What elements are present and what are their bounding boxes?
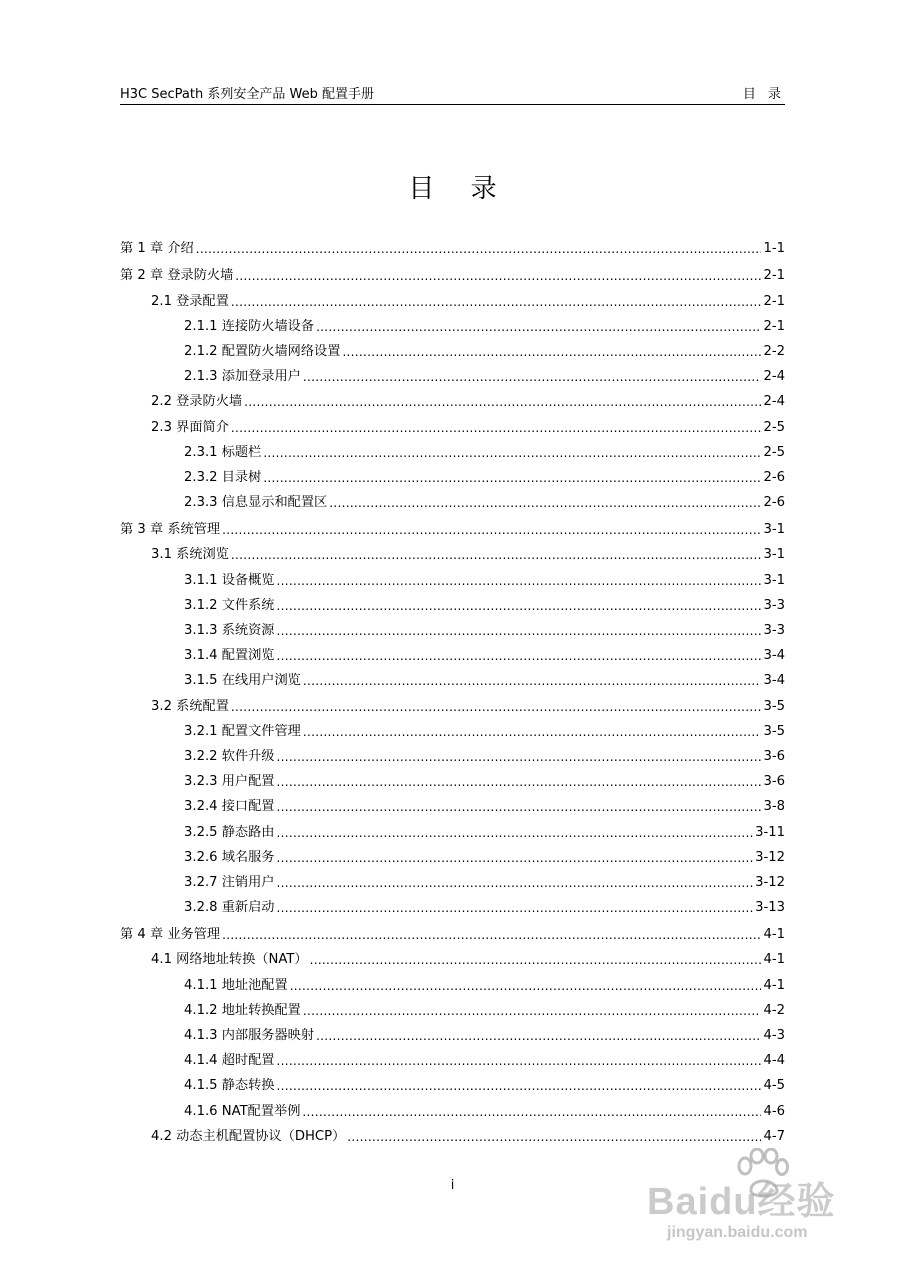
toc-subsection-entry[interactable] [120, 1043, 785, 1068]
toc-subsection-entry[interactable] [120, 865, 785, 890]
toc-entry-label: 3.1.3 系统资源 [184, 623, 275, 638]
toc-subsection-entry[interactable] [120, 613, 785, 638]
toc-subsection-entry[interactable] [120, 1093, 785, 1118]
toc-entry-page: 2-1 [763, 293, 785, 309]
toc-entry-page: 3-12 [755, 849, 785, 865]
toc-dot-leader [231, 700, 762, 714]
toc-chapter-entry[interactable] [120, 231, 785, 256]
toc-entry-label: 3.1.5 在线用户浏览 [184, 673, 301, 689]
toc-subsection-entry[interactable] [120, 993, 785, 1018]
toc-dot-leader [231, 548, 762, 562]
baidu-watermark [647, 1148, 847, 1258]
toc-entry-page: 3-12 [755, 874, 785, 890]
toc-section-entry[interactable] [120, 688, 785, 713]
toc-dot-leader [290, 979, 762, 993]
toc-dot-leader [316, 320, 761, 334]
toc-subsection-entry[interactable] [120, 764, 785, 789]
toc-entry-label: 3.1.4 配置浏览 [184, 648, 275, 664]
toc-dot-leader [302, 1105, 761, 1119]
toc-dot-leader [347, 1130, 761, 1144]
toc-entry-page: 3-4 [763, 673, 785, 689]
toc-chapter-entry[interactable] [120, 258, 785, 283]
toc-subsection-entry[interactable] [120, 890, 785, 915]
toc-entry-label: 3.2 系统配置 [151, 698, 229, 714]
toc-section-entry[interactable] [120, 942, 785, 967]
toc-dot-leader [235, 269, 761, 283]
toc-dot-leader [263, 446, 761, 460]
toc-dot-leader [303, 370, 762, 384]
toc-subsection-entry[interactable] [120, 638, 785, 663]
toc-subsection-entry[interactable] [120, 359, 785, 384]
toc-dot-leader [277, 624, 762, 638]
toc-dot-leader [263, 471, 761, 485]
toc-entry-label: 2.3.2 目录树 [184, 469, 262, 485]
table-of-contents [120, 229, 785, 1144]
header-document-title: H3C SecPath 系列安全产品 Web 配置手册 [120, 87, 374, 102]
toc-entry-page: 2-5 [763, 444, 785, 460]
toc-entry-label: 2.3.3 信息显示和配置区 [184, 495, 328, 511]
toc-entry-page: 3-11 [755, 824, 785, 840]
toc-entry-label: 4.1.5 静态转换 [184, 1078, 275, 1094]
toc-entry-page: 3-1 [763, 547, 785, 563]
toc-entry-label: 3.2.3 用户配置 [184, 774, 275, 790]
toc-entry-label: 4.1.6 NAT配置举例 [184, 1103, 301, 1119]
toc-dot-leader [222, 928, 761, 942]
toc-dot-leader [303, 1004, 762, 1018]
toc-entry-page: 4-5 [763, 1078, 785, 1094]
toc-dot-leader [303, 674, 762, 688]
toc-entry-page: 3-3 [763, 623, 785, 638]
toc-entry-page: 3-5 [763, 698, 785, 714]
watermark-brand: Baidu经验 [647, 1181, 836, 1223]
toc-entry-page: 4-1 [763, 927, 785, 943]
toc-entry-page: 3-3 [763, 597, 785, 613]
toc-dot-leader [329, 496, 761, 510]
toc-entry-page: 2-1 [763, 268, 785, 284]
toc-subsection-entry[interactable] [120, 739, 785, 764]
toc-entry-page: 3-1 [763, 572, 785, 588]
page-header [120, 86, 785, 105]
toc-entry-label: 4.2 动态主机配置协议（DHCP） [151, 1128, 346, 1144]
toc-subsection-entry[interactable] [120, 814, 785, 839]
toc-dot-leader [277, 574, 762, 588]
toc-section-entry[interactable] [120, 537, 785, 562]
toc-subsection-entry[interactable] [120, 967, 785, 992]
toc-entry-label: 3.1.2 文件系统 [184, 597, 275, 613]
watermark-url: jingyan.baidu.com [667, 1224, 808, 1241]
page-title: 目 录 [408, 174, 511, 204]
toc-entry-label: 3.1 系统浏览 [151, 547, 229, 563]
toc-entry-label: 3.1.1 设备概览 [184, 572, 275, 588]
toc-dot-leader [277, 876, 754, 890]
toc-entry-page: 4-1 [763, 977, 785, 993]
toc-dot-leader [277, 800, 762, 814]
toc-entry-page: 2-5 [763, 419, 785, 435]
toc-dot-leader [277, 649, 762, 663]
toc-entry-label: 2.3.1 标题栏 [184, 444, 262, 460]
toc-entry-page: 2-6 [763, 495, 785, 511]
toc-entry-page: 3-1 [763, 522, 785, 538]
toc-dot-leader [231, 421, 762, 435]
header-section-title: 目 录 [742, 87, 785, 102]
toc-entry-page: 2-1 [763, 318, 785, 334]
toc-entry-label: 第 2 章 登录防火墙 [120, 268, 234, 284]
toc-dot-leader [277, 851, 754, 865]
toc-dot-leader [196, 242, 762, 256]
toc-entry-label: 2.1.3 添加登录用户 [184, 369, 301, 385]
toc-entry-label: 3.2.5 静态路由 [184, 824, 275, 840]
toc-entry-page: 3-13 [755, 900, 785, 916]
toc-entry-page: 3-5 [763, 723, 785, 739]
toc-entry-label: 2.1.2 配置防火墙网络设置 [184, 343, 341, 359]
toc-subsection-entry[interactable] [120, 714, 785, 739]
toc-entry-label: 第 3 章 系统管理 [120, 522, 221, 538]
toc-dot-leader [303, 725, 762, 739]
toc-chapter-entry[interactable] [120, 917, 785, 942]
toc-entry-label: 3.2.6 域名服务 [184, 849, 275, 865]
toc-dot-leader [231, 295, 762, 309]
toc-subsection-entry[interactable] [120, 485, 785, 510]
toc-dot-leader [310, 953, 762, 967]
toc-dot-leader [277, 1079, 762, 1093]
toc-dot-leader [277, 826, 754, 840]
toc-entry-page: 2-4 [763, 394, 785, 410]
toc-entry-label: 3.2.8 重新启动 [184, 900, 275, 916]
toc-subsection-entry[interactable] [120, 1018, 785, 1043]
toc-dot-leader [342, 345, 761, 359]
toc-dot-leader [277, 901, 754, 915]
toc-section-entry[interactable] [120, 384, 785, 409]
toc-dot-leader [222, 523, 761, 537]
toc-entry-page: 4-7 [763, 1128, 785, 1144]
toc-entry-label: 3.2.2 软件升级 [184, 748, 275, 764]
toc-subsection-entry[interactable] [120, 663, 785, 688]
toc-subsection-entry[interactable] [120, 1068, 785, 1093]
toc-dot-leader [316, 1029, 761, 1043]
toc-entry-page: 2-4 [763, 369, 785, 385]
toc-entry-page: 3-6 [763, 748, 785, 764]
toc-subsection-entry[interactable] [120, 588, 785, 613]
toc-entry-label: 2.1.1 连接防火墙设备 [184, 318, 315, 334]
toc-entry-label: 4.1.4 超时配置 [184, 1053, 275, 1069]
toc-entry-page: 4-4 [763, 1053, 785, 1069]
toc-subsection-entry[interactable] [120, 789, 785, 814]
toc-section-entry[interactable] [120, 283, 785, 308]
toc-dot-leader [277, 599, 762, 613]
toc-entry-page: 4-2 [763, 1002, 785, 1018]
toc-entry-label: 4.1.2 地址转换配置 [184, 1002, 301, 1018]
toc-subsection-entry[interactable] [120, 309, 785, 334]
toc-subsection-entry[interactable] [120, 435, 785, 460]
toc-entry-page: 4-1 [763, 952, 785, 968]
toc-entry-label: 3.2.1 配置文件管理 [184, 723, 301, 739]
toc-subsection-entry[interactable] [120, 334, 785, 359]
toc-subsection-entry[interactable] [120, 840, 785, 865]
toc-entry-label: 3.2.7 注销用户 [184, 874, 275, 890]
toc-entry-page: 3-6 [763, 774, 785, 790]
toc-entry-label: 2.3 界面简介 [151, 419, 229, 435]
toc-entry-page: 3-8 [763, 799, 785, 815]
toc-entry-label: 2.2 登录防火墙 [151, 394, 243, 410]
toc-dot-leader [244, 395, 761, 409]
toc-dot-leader [277, 1054, 762, 1068]
toc-entry-label: 4.1.3 内部服务器映射 [184, 1028, 315, 1043]
toc-section-entry[interactable] [120, 409, 785, 434]
toc-entry-label: 4.1 网络地址转换（NAT） [151, 952, 308, 968]
toc-entry-label: 3.2.4 接口配置 [184, 799, 275, 815]
toc-entry-label: 第 4 章 业务管理 [120, 927, 221, 943]
toc-entry-page: 4-6 [763, 1103, 785, 1119]
toc-entry-label: 2.1 登录配置 [151, 293, 229, 309]
toc-dot-leader [277, 750, 762, 764]
toc-subsection-entry[interactable] [120, 460, 785, 485]
toc-section-entry[interactable] [120, 1119, 785, 1144]
toc-entry-page: 4-3 [763, 1028, 785, 1043]
toc-chapter-entry[interactable] [120, 512, 785, 537]
toc-entry-page: 2-6 [763, 469, 785, 485]
toc-entry-label: 第 1 章 介绍 [120, 241, 194, 257]
toc-entry-page: 1-1 [763, 241, 785, 257]
footer-page-number: i [450, 1178, 455, 1193]
toc-entry-page: 2-2 [763, 343, 785, 359]
toc-dot-leader [277, 775, 762, 789]
toc-entry-label: 4.1.1 地址池配置 [184, 977, 288, 993]
toc-entry-page: 3-4 [763, 648, 785, 664]
toc-subsection-entry[interactable] [120, 562, 785, 587]
